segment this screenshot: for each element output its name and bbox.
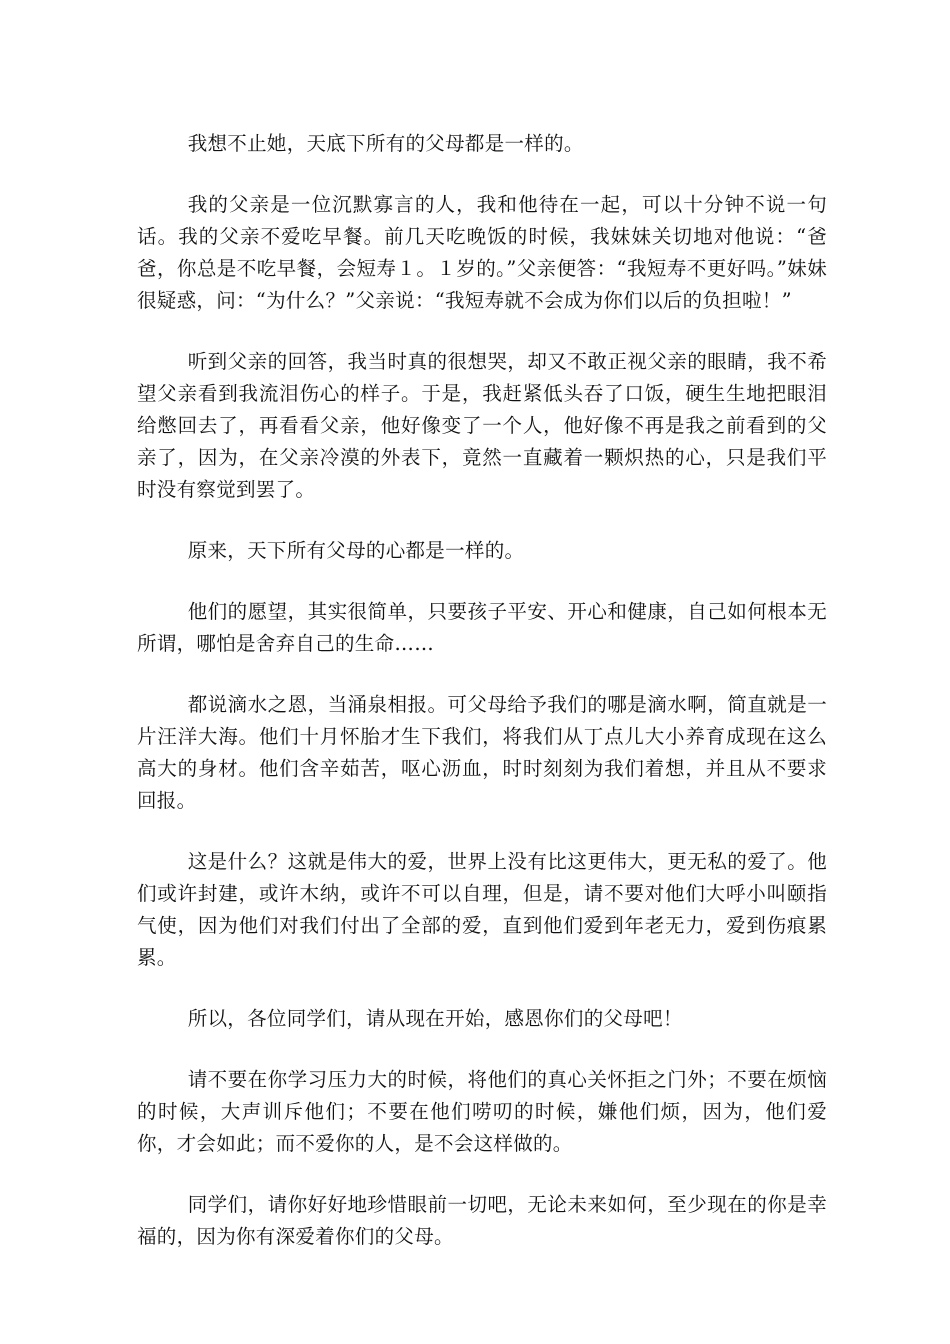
paragraph: 我的父亲是一位沉默寡言的人，我和他待在一起，可以十分钟不说一句话。我的父亲不爱吃早餐。前几天吃晚饭的时候，我妹妹关切地对他说：“爸爸，你总是不吃早餐，会短寿１。１岁的。”父亲便答：“我短寿不更好吗。”妹妹很疑惑，问：“为什么？”父亲说：“我短寿就不会成为你们以后的负担啦！” <box>137 193 827 312</box>
paragraph: 原来，天下所有父母的心都是一样的。 <box>187 539 525 562</box>
paragraph: 所以，各位同学们，请从现在开始，感恩你们的父母吧！ <box>187 1007 683 1030</box>
paragraph: 他们的愿望，其实很简单，只要孩子平安、开心和健康，自己如何根本无所谓，哪怕是舍弃自己的生命…… <box>137 600 827 655</box>
paragraph: 我想不止她，天底下所有的父母都是一样的。 <box>187 132 584 155</box>
paragraph: 这是什么？这就是伟大的爱，世界上没有比这更伟大，更无私的爱了。他们或许封建，或许木纳，或许不可以自理，但是，请不要对他们大呼小叫颐指气使，因为他们对我们付出了全部的爱，直到他们爱到年老无力，爱到伤痕累累。 <box>137 850 827 969</box>
paragraph: 都说滴水之恩，当涌泉相报。可父母给予我们的哪是滴水啊，简直就是一片汪洋大海。他们十月怀胎才生下我们，将我们从丁点儿大小养育成现在这么高大的身材。他们含辛茹苦，呕心沥血，时时刻刻为我们着想，并且从不要求回报。 <box>137 693 827 812</box>
document-body <box>137 128 827 1282</box>
paragraph: 请不要在你学习压力大的时候，将他们的真心关怀拒之门外；不要在烦恼的时候，大声训斥他们；不要在他们唠叨的时候，嫌他们烦，因为，他们爱你，才会如此；而不爱你的人，是不会这样做的。 <box>137 1068 827 1155</box>
paragraph: 同学们，请你好好地珍惜眼前一切吧，无论未来如何，至少现在的你是幸福的，因为你有深爱着你们的父母。 <box>137 1193 827 1248</box>
paragraph: 听到父亲的回答，我当时真的很想哭，却又不敢正视父亲的眼睛，我不希望父亲看到我流泪伤心的样子。于是，我赶紧低头吞了口饭，硬生生地把眼泪给憋回去了，再看看父亲，他好像变了一个人，他好像不再是我之前看到的父亲了，因为，在父亲冷漠的外表下，竟然一直藏着一颗炽热的心，只是我们平时没有察觉到罢了。 <box>137 350 827 501</box>
